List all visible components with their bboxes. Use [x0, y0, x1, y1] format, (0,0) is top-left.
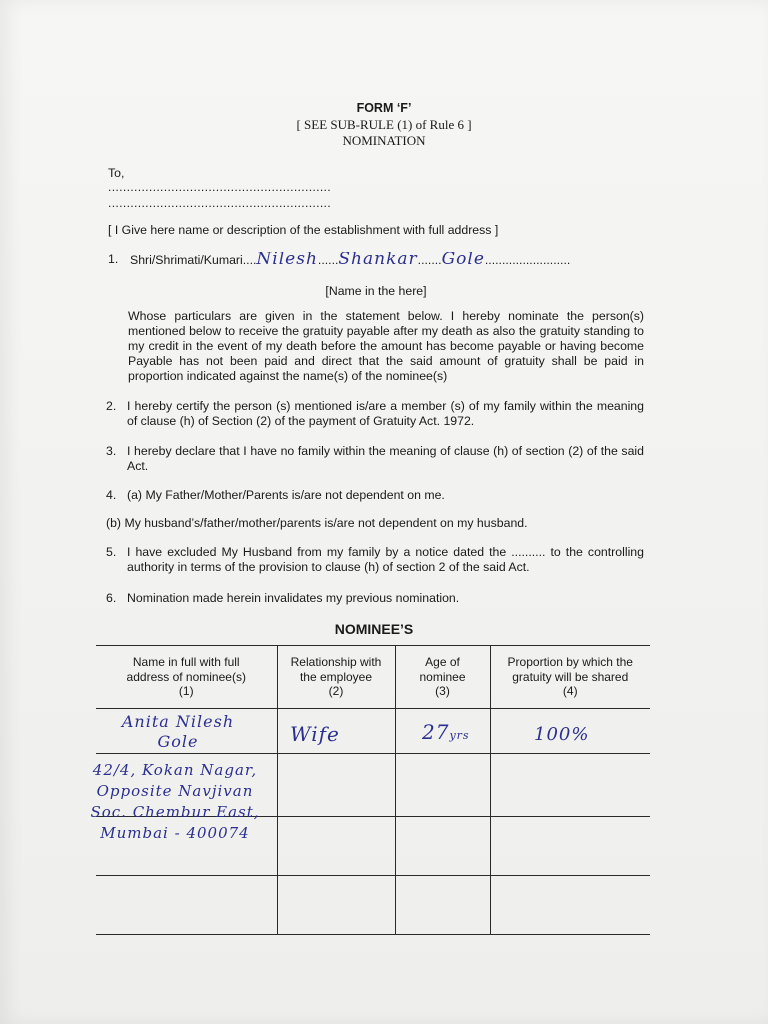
item-5-number: 5.: [106, 545, 117, 559]
column-header-name: [96, 646, 277, 709]
nominee-row-4: [96, 876, 650, 935]
sub-rule-reference: [ SEE SUB-RULE (1) of Rule 6 ]: [296, 117, 472, 132]
name-caption: [Name in the here]: [325, 284, 427, 298]
nominee-table-header: [96, 646, 650, 709]
column-4-index: (4): [562, 684, 578, 699]
nominee-relationship-handwritten: Wife: [290, 722, 340, 746]
item-4b-text: (b) My husband’s/father/mother/parents is/are not dependent on my husband.: [106, 516, 528, 530]
column-header-proportion: [490, 646, 650, 709]
nominee-address-handwritten: [70, 760, 280, 844]
title-prefix: Shri/Shrimati/Kumari....: [130, 253, 257, 267]
nominee-address-line-3: Soc. Chembur East,: [90, 803, 260, 821]
empty-cell: [277, 754, 395, 817]
nomination-paragraph: Whose particulars are given in the statement below. I hereby nominate the person(s) mentioned below to receive the gratuity payable after my death as also the gratuity standing to my credit in the event of my death before the amount has become payable or having become Payable has not been paid and direct that the said amount of gratuity shall be paid in proportion indicated against the name(s) of the nominee(s): [128, 309, 644, 383]
nominee-address-line-2: Opposite Navjivan: [96, 782, 254, 800]
item-3-number: 3.: [106, 444, 117, 458]
column-1-title: Name in full with full address of nominee(s): [126, 655, 246, 684]
column-header-relationship: [277, 646, 395, 709]
item-6-text: Nomination made herein invalidates my previous nomination.: [127, 591, 460, 605]
column-2-title: Relationship with the employee: [290, 655, 382, 684]
empty-cell: [490, 817, 650, 876]
nominee-name-handwritten: [88, 712, 268, 752]
empty-cell: [277, 817, 395, 876]
nominee-age-unit: yrs: [449, 729, 470, 742]
item-5-text: I have excluded My Husband from my family by a notice dated the .......... to the controlling authority in terms of the provision to clause (h) of section 2 of the said Act.: [127, 545, 644, 574]
form-title: FORM ‘F’: [356, 101, 412, 115]
item-1-number: 1.: [108, 252, 119, 266]
column-header-age: [395, 646, 490, 709]
empty-cell: [277, 876, 395, 935]
empty-cell: [490, 754, 650, 817]
employee-name-line: [130, 252, 650, 268]
column-2-index: (2): [328, 684, 344, 699]
item-2-number: 2.: [106, 399, 117, 413]
name-dots-c: .........................: [484, 253, 571, 267]
empty-cell: [395, 754, 490, 817]
nominee-name-line-1: Anita Nilesh: [121, 712, 235, 731]
item-2-text: I hereby certify the person (s) mentioned is/are a member (s) of my family within the meaning of clause (h) of Section (2) of the payment of Gratuity Act. 1972.: [127, 399, 644, 428]
form-heading: NOMINATION: [342, 133, 426, 148]
column-3-title: Age of nominee: [419, 655, 466, 684]
nominee-proportion-handwritten: 100%: [534, 724, 590, 745]
item-6-number: 6.: [106, 591, 117, 605]
employee-last-name: Gole: [441, 252, 485, 268]
name-dots-a: ......: [317, 253, 339, 267]
column-3-index: (3): [435, 684, 450, 699]
item-4-number: 4.: [106, 488, 117, 502]
nominee-age-value: 27: [422, 720, 450, 744]
nominee-name-line-2: Gole: [157, 732, 199, 751]
empty-cell: [395, 817, 490, 876]
nominee-age-handwritten: [422, 720, 470, 744]
employee-first-name: Nilesh: [256, 252, 318, 268]
name-dots-b: .......: [417, 253, 442, 267]
empty-cell: [395, 876, 490, 935]
to-label: To,: [108, 166, 125, 180]
column-1-index: (1): [178, 684, 194, 699]
address-line-2: ............................................................: [108, 196, 331, 210]
nominee-address-line-4: Mumbai - 400074: [100, 824, 250, 842]
item-3-text: I hereby declare that I have no family within the meaning of clause (h) of section (2) of the said Act.: [127, 444, 644, 473]
empty-cell: [96, 876, 277, 935]
nominees-heading: NOMINEE’S: [334, 621, 414, 637]
empty-cell: [490, 876, 650, 935]
address-line-1: ............................................................: [108, 180, 331, 194]
column-4-title: Proportion by which the gratuity will be shared: [507, 655, 633, 684]
employee-middle-name: Shankar: [338, 252, 418, 268]
item-4a-text: (a) My Father/Mother/Parents is/are not dependent on me.: [127, 488, 445, 502]
establishment-instruction: [ I Give here name or description of the establishment with full address ]: [108, 223, 499, 237]
nominee-address-line-1: 42/4, Kokan Nagar,: [92, 761, 258, 779]
